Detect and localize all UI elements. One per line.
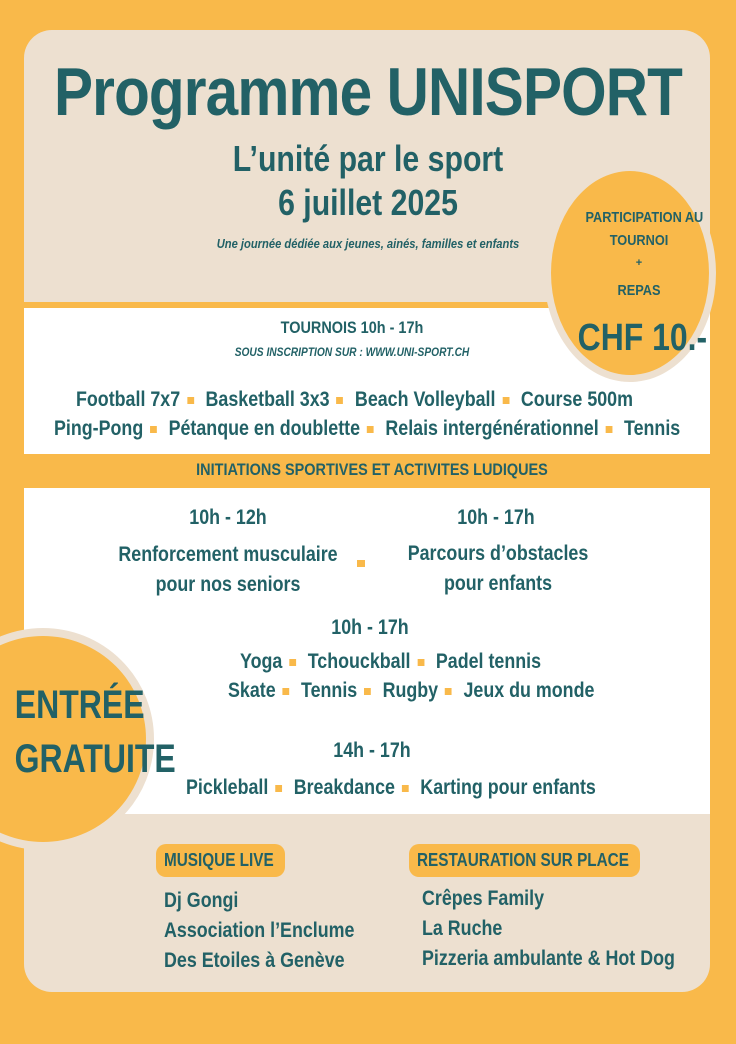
entry-badge-line2: GRATUITE <box>14 737 176 781</box>
tagline: Une journée dédiée aux jeunes, ainés, familles et enfants <box>216 236 520 251</box>
sport-course: Course 500m <box>520 388 633 411</box>
time-block-1-right: 10h - 17h <box>457 506 535 529</box>
bullet-square <box>357 560 365 567</box>
price-badge-line3: REPAS <box>617 282 661 299</box>
musique-item: Association l’Enclume <box>164 919 355 942</box>
restauration-heading: RESTAURATION SUR PLACE <box>409 844 640 877</box>
activity-tchouckball: Tchouckball <box>307 650 411 673</box>
activity-skate: Skate <box>228 679 276 702</box>
musique-item: Dj Gongi <box>164 889 239 912</box>
time-block-1-left: 10h - 12h <box>189 506 267 529</box>
bullet-square <box>282 688 289 695</box>
musique-list <box>164 886 388 976</box>
price-badge-plus: + <box>635 257 643 269</box>
price-badge-line2: TOURNOI <box>609 232 669 249</box>
musique-item: Des Etoiles à Genève <box>164 949 345 972</box>
initiations-row-2a <box>240 650 541 674</box>
bullet-square <box>605 426 612 433</box>
sport-tennis: Tennis <box>624 417 681 440</box>
time-block-3: 14h - 17h <box>333 739 411 762</box>
tournois-row-2 <box>54 417 680 441</box>
event-date: 6 juillet 2025 <box>278 182 458 223</box>
musique-heading: MUSIQUE LIVE <box>156 844 285 877</box>
restauration-item: Crêpes Family <box>422 887 545 910</box>
activity-rugby: Rugby <box>382 679 439 702</box>
initiations-row-3 <box>186 776 596 800</box>
subtitle: L’unité par le sport <box>232 138 504 179</box>
bullet-square <box>150 426 157 433</box>
activity-renforcement-2: pour nos seniors <box>155 573 301 596</box>
tournois-heading: TOURNOIS 10h - 17h <box>280 318 424 337</box>
bullet-square <box>402 785 409 792</box>
time-block-2: 10h - 17h <box>331 616 409 639</box>
bullet-square <box>187 397 194 404</box>
initiations-row-2b <box>228 679 594 703</box>
bullet-square <box>417 659 424 666</box>
sport-ping-pong: Ping-Pong <box>54 417 144 440</box>
sport-beach-volleyball: Beach Volleyball <box>354 388 496 411</box>
bullet-square <box>445 688 452 695</box>
activity-parcours: Parcours d’obstacles <box>407 542 589 565</box>
bullet-square <box>289 659 296 666</box>
activity-karting: Karting pour enfants <box>420 776 596 799</box>
bullet-square <box>275 785 282 792</box>
activity-yoga: Yoga <box>240 650 283 673</box>
activity-renforcement: Renforcement musculaire <box>118 543 338 566</box>
activity-parcours-2: pour enfants <box>443 572 553 595</box>
bullet-square <box>336 397 343 404</box>
sport-football: Football 7x7 <box>76 388 181 411</box>
activity-padel: Padel tennis <box>435 650 542 673</box>
bullet-square <box>502 397 509 404</box>
bullet-square <box>364 688 371 695</box>
sport-petanque: Pétanque en doublette <box>168 417 361 440</box>
sport-basketball: Basketball 3x3 <box>205 388 330 411</box>
restauration-item: La Ruche <box>422 917 503 940</box>
initiations-heading: INITIATIONS SPORTIVES ET ACTIVITES LUDIQUES <box>196 460 548 479</box>
entry-badge-line1: ENTRÉE <box>14 683 145 727</box>
tournois-row-1 <box>76 388 633 412</box>
activity-tennis: Tennis <box>301 679 358 702</box>
signup-text: SOUS INSCRIPTION SUR : WWW.UNI-SPORT.CH <box>234 345 470 359</box>
restauration-list <box>422 884 720 974</box>
restauration-item: Pizzeria ambulante & Hot Dog <box>422 947 675 970</box>
price-value: CHF 10.- <box>577 317 708 359</box>
activity-pickleball: Pickleball <box>186 776 269 799</box>
price-badge-line1: PARTICIPATION AU <box>585 209 704 226</box>
activity-breakdance: Breakdance <box>293 776 395 799</box>
activity-jeux-du-monde: Jeux du monde <box>463 679 595 702</box>
sport-relais: Relais intergénérationnel <box>385 417 599 440</box>
bullet-square <box>367 426 374 433</box>
page-title: Programme UNISPORT <box>54 54 682 130</box>
